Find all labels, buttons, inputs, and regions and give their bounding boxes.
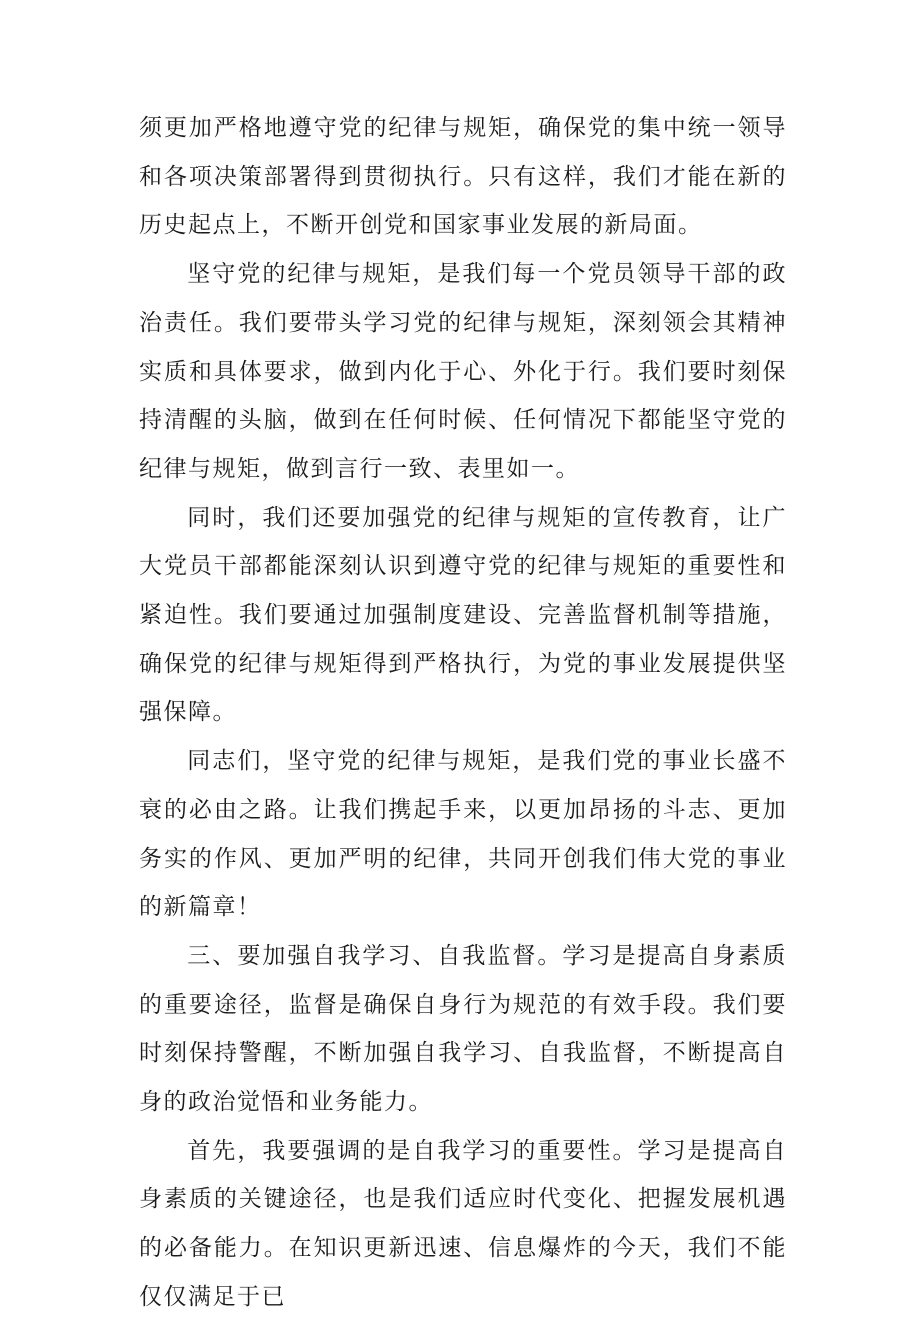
paragraph: 同志们，坚守党的纪律与规矩，是我们党的事业长盛不衰的必由之路。让我们携起手来，以更加昂扬的斗志、更加务实的作风、更加严明的纪律，共同开创我们伟大党的事业的新篇章！ — [139, 748, 787, 921]
document-body — [139, 104, 787, 1322]
paragraph: 同时，我们还要加强党的纪律与规矩的宣传教育，让广大党员干部都能深刻认识到遵守党的纪律与规矩的重要性和紧迫性。我们要通过加强制度建设、完善监督机制等措施，确保党的纪律与规矩得到严格执行，为党的事业发展提供坚强保障。 — [139, 504, 787, 726]
paragraph: 首先，我要强调的是自我学习的重要性。学习是提高自身素质的关键途径，也是我们适应时代变化、把握发展机遇的必备能力。在知识更新迅速、信息爆炸的今天，我们不能仅仅满足于已 — [139, 1137, 787, 1310]
paragraph: 坚守党的纪律与规矩，是我们每一个党员领导干部的政治责任。我们要带头学习党的纪律与规矩，深刻领会其精神实质和具体要求，做到内化于心、外化于行。我们要时刻保持清醒的头脑，做到在任何时候、任何情况下都能坚守党的纪律与规矩，做到言行一致、表里如一。 — [139, 261, 787, 482]
paragraph: 三、要加强自我学习、自我监督。学习是提高自身素质的重要途径，监督是确保自身行为规范的有效手段。我们要时刻保持警醒，不断加强自我学习、自我监督，不断提高自身的政治觉悟和业务能力。 — [139, 942, 787, 1116]
paragraph-continued: 须更加严格地遵守党的纪律与规矩，确保党的集中统一领导和各项决策部署得到贯彻执行。只有这样，我们才能在新的历史起点上，不断开创党和国家事业发展的新局面。 — [139, 115, 787, 239]
